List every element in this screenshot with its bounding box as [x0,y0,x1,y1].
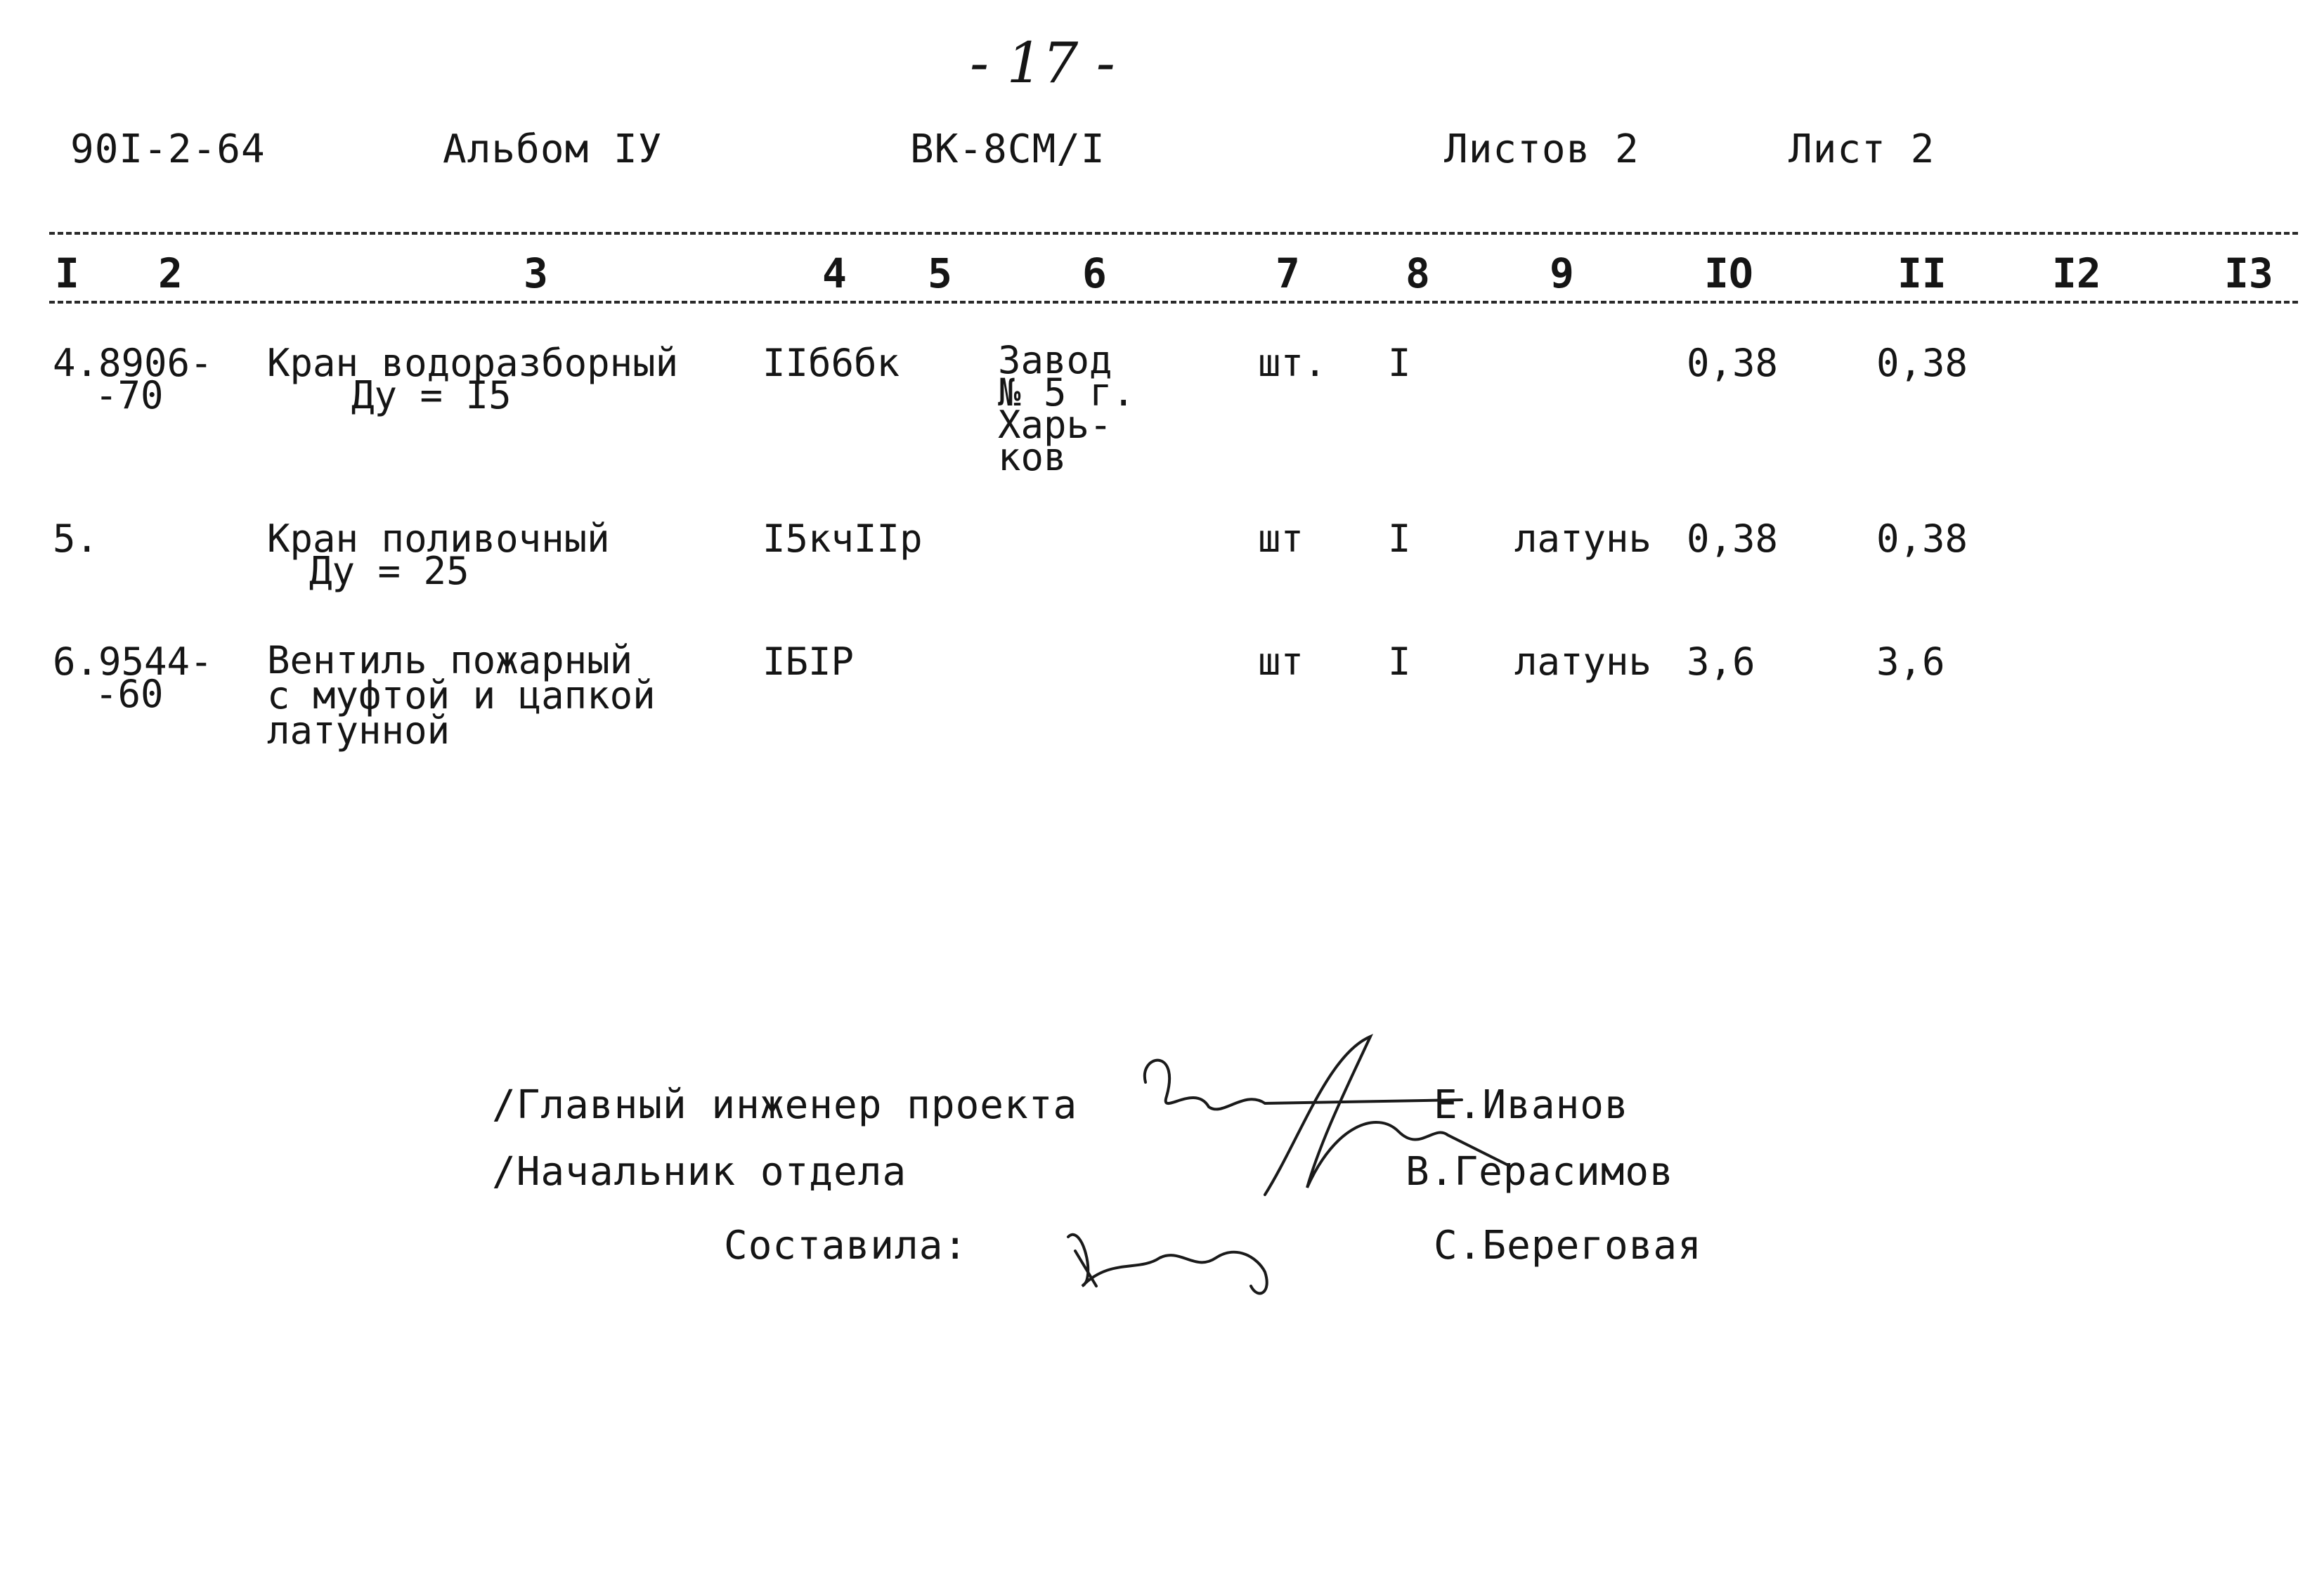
table-top-rule [49,232,2298,235]
unit-mass: 3,6 [1687,640,1755,684]
page-number: - 17 - [970,30,1115,96]
signature-role-chief-engineer: /Главный инженер проекта [492,1082,1078,1128]
signature-name-gerasimov: В.Герасимов [1406,1149,1674,1195]
manufacturer: Завод № 5 г. Харь- ков [998,338,1136,479]
col-6: 6 [1082,249,1107,297]
sheets-total: Листов 2 [1444,126,1640,172]
signature-beregovaya [1068,1235,1267,1294]
material: латунь [1514,640,1652,684]
item-mark: I5кчIIр [762,517,923,561]
col-4: 4 [822,249,847,297]
col-3: 3 [524,249,548,297]
col-2: 2 [158,249,183,297]
item-name: Кран водоразборный Ду = I5 [267,341,679,417]
quantity: I [1388,640,1411,684]
unit-mass: 0,38 [1687,517,1779,561]
unit: шт [1258,640,1304,684]
material: латунь [1514,517,1652,561]
unit-mass: 0,38 [1687,341,1779,385]
col-12: I2 [2052,249,2101,297]
col-10: IO [1704,249,1753,297]
position-code: 6.9544- -60 [53,640,213,716]
total-mass: 0,38 [1876,517,1968,561]
album-label: Альбом IУ [443,126,663,172]
item-mark: IБIР [762,640,855,684]
unit: шт. [1258,341,1327,385]
position-code: 4.8906- -70 [53,341,213,417]
sheet-number: Лист 2 [1789,126,1935,172]
col-11: II [1897,249,1947,297]
total-mass: 0,38 [1876,341,1968,385]
col-9: 9 [1550,249,1574,297]
drawing-code: ВК-8СМ/I [910,126,1105,172]
position-code: 5. [53,517,99,561]
signature-role-department-head: /Начальник отдела [492,1149,907,1195]
signature-ivanov [1145,1060,1462,1110]
col-8: 8 [1406,249,1430,297]
quantity: I [1388,341,1411,385]
item-name: Кран поливочный Ду = 25 [267,517,610,593]
item-name: Вентиль пожарный с муфтой и цапкой латунной [267,638,656,753]
table-header-rule [49,301,2298,304]
signature-role-compiled-by: Составила: [724,1223,968,1268]
doc-code: 90I-2-64 [70,126,266,172]
total-mass: 3,6 [1876,640,1945,684]
unit: шт [1258,517,1304,561]
col-1: I [55,249,79,297]
signature-name-beregovaya: С.Береговая [1434,1223,1702,1268]
col-7: 7 [1275,249,1300,297]
col-13: I3 [2224,249,2273,297]
col-5: 5 [928,249,952,297]
signature-name-ivanov: Е.Иванов [1434,1082,1629,1128]
quantity: I [1388,517,1411,561]
item-mark: IIб6бк [762,341,900,385]
